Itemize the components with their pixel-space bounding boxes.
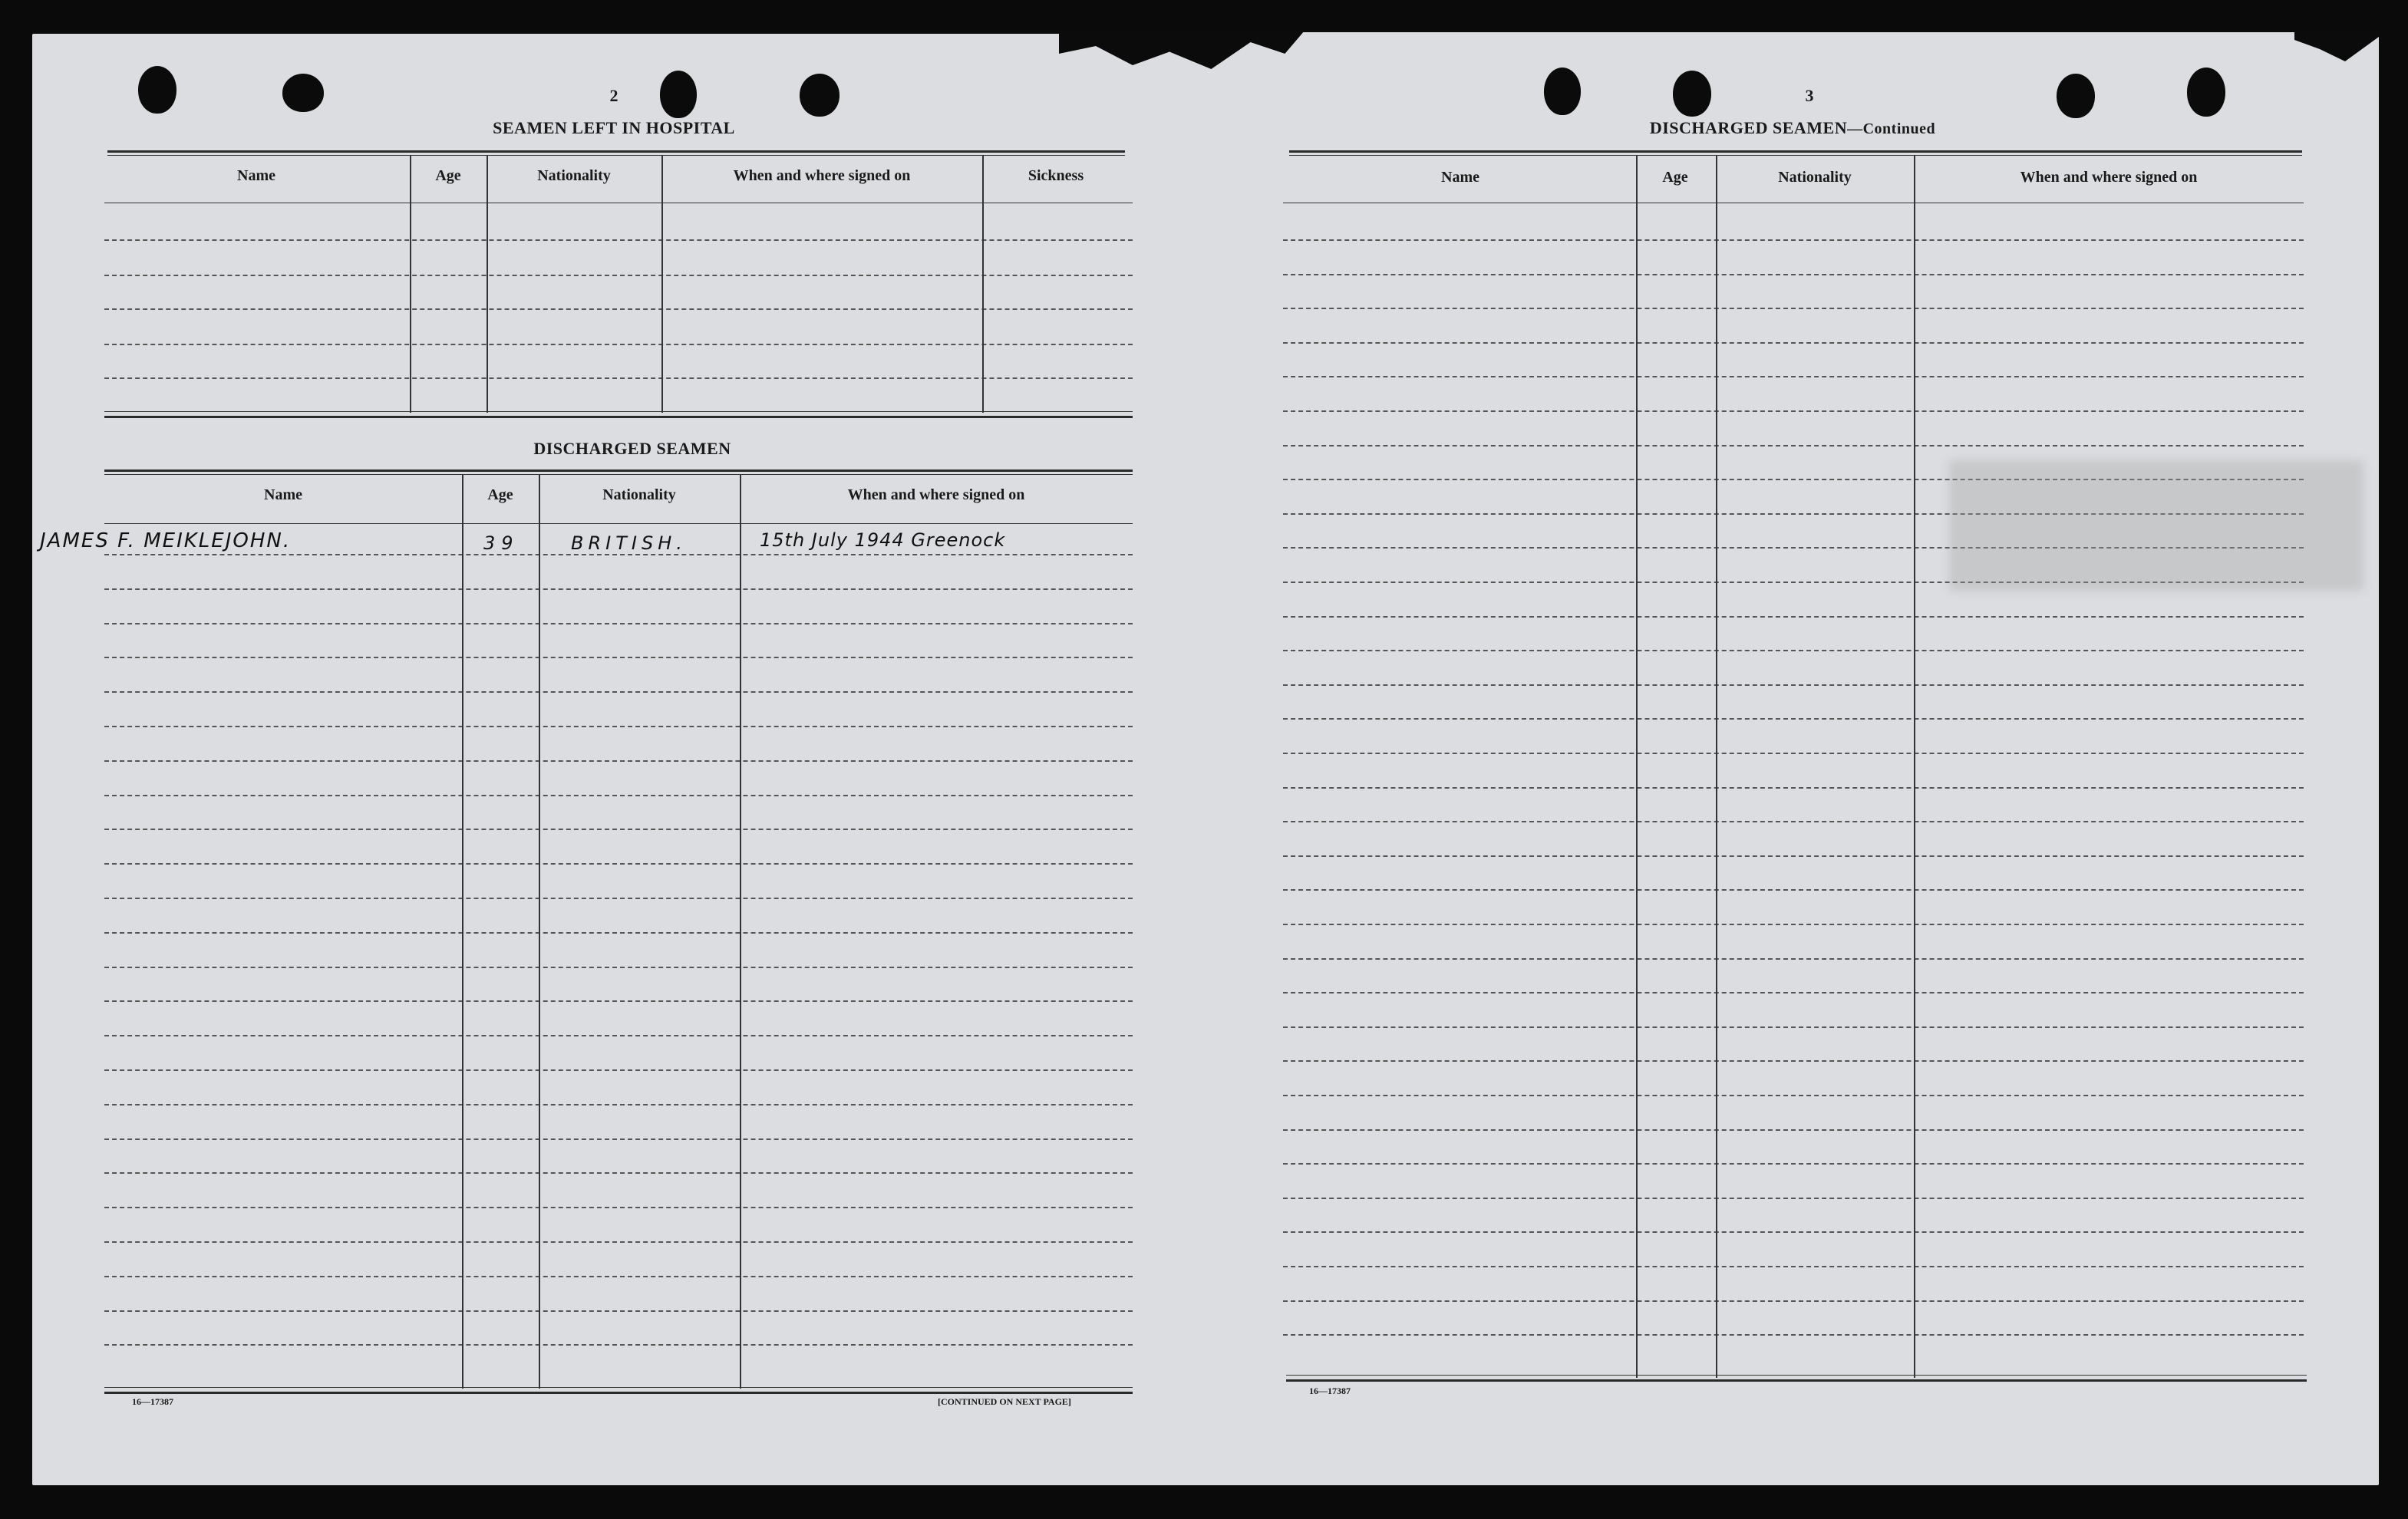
column-header: Nationality [537, 167, 611, 184]
ruled-line [104, 760, 1133, 762]
entry-age: 39 [483, 532, 520, 554]
ruled-line [104, 1138, 1133, 1140]
ruled-line [1283, 342, 2304, 344]
ruled-line [1283, 445, 2304, 446]
binding-hole [800, 74, 840, 117]
ruled-line [104, 1276, 1133, 1277]
ruled-line [104, 1000, 1133, 1002]
ruled-line [1283, 992, 2304, 993]
ruled-line [104, 726, 1133, 727]
ruled-line [1283, 889, 2304, 891]
ruled-line [1283, 1026, 2304, 1028]
ruled-line [1283, 787, 2304, 789]
ruled-line [1283, 684, 2304, 686]
ruled-line [1283, 1198, 2304, 1199]
column-header: When and where signed on [847, 486, 1025, 503]
column-header: Age [435, 167, 461, 184]
page-number: 2 [609, 86, 618, 105]
entry-signed-on: 15th July 1944 Greenock [760, 529, 1006, 551]
column-header: Name [264, 486, 302, 503]
ruled-line [1283, 1095, 2304, 1096]
ruled-line [1283, 274, 2304, 275]
ruled-line [1283, 821, 2304, 822]
binding-hole [2187, 68, 2225, 117]
binding-hole [282, 74, 324, 112]
ruled-line [1283, 1231, 2304, 1233]
section-title: DISCHARGED SEAMEN [533, 439, 731, 458]
ruled-line [104, 1069, 1133, 1071]
column-header: Name [237, 167, 275, 184]
column-header: Age [1662, 169, 1688, 186]
section-title: DISCHARGED SEAMEN—Continued [1649, 118, 1936, 137]
ruled-line [1283, 410, 2304, 412]
ruled-line [1283, 1129, 2304, 1131]
ruled-line [104, 1207, 1133, 1208]
page-number: 3 [1805, 86, 1814, 105]
column-header: Nationality [602, 486, 676, 503]
entry-nationality: BRITISH. [571, 532, 687, 554]
ruled-line [104, 1241, 1133, 1243]
binding-hole [138, 66, 176, 114]
ruled-line [1283, 650, 2304, 651]
ruled-line [104, 898, 1133, 899]
ruled-line [104, 1104, 1133, 1105]
ruled-line [1283, 308, 2304, 309]
binding-hole [660, 71, 697, 118]
ruled-line [1283, 1163, 2304, 1165]
ruled-line [1283, 1334, 2304, 1336]
ruled-line [104, 829, 1133, 830]
column-header: Age [487, 486, 513, 503]
column-header: Name [1441, 169, 1479, 186]
form-number: 16—17387 [132, 1396, 173, 1407]
ruled-line [1283, 1060, 2304, 1062]
entry-name: JAMES F. MEIKLEJOHN. [40, 529, 292, 552]
ruled-line [1283, 958, 2304, 960]
ruled-line [104, 623, 1133, 624]
ruled-line [104, 967, 1133, 968]
form-number: 16—17387 [1309, 1386, 1351, 1396]
ruled-line [104, 1035, 1133, 1036]
binding-hole [1673, 71, 1711, 117]
ruled-line [104, 1310, 1133, 1312]
continued-note: [CONTINUED ON NEXT PAGE] [938, 1396, 1071, 1407]
ruled-line [1283, 855, 2304, 857]
binding-hole [1544, 68, 1581, 115]
section-title: SEAMEN LEFT IN HOSPITAL [493, 118, 735, 137]
ruled-line [104, 932, 1133, 934]
ruled-line [104, 1344, 1133, 1346]
column-header: Sickness [1028, 167, 1084, 184]
ruled-line [104, 795, 1133, 796]
stain [1949, 460, 2363, 591]
ruled-line [1283, 924, 2304, 925]
binding-hole [2057, 74, 2095, 118]
ruled-line [104, 863, 1133, 865]
ruled-line [104, 1172, 1133, 1174]
column-header: When and where signed on [733, 167, 911, 184]
ruled-line [1283, 718, 2304, 720]
ruled-line [1283, 1300, 2304, 1302]
ruled-line [104, 691, 1133, 693]
ruled-line [104, 588, 1133, 590]
column-header: Nationality [1778, 169, 1852, 186]
ruled-line [1283, 376, 2304, 377]
ruled-line [104, 657, 1133, 658]
ruled-line [1283, 753, 2304, 754]
ruled-line [1283, 616, 2304, 618]
ruled-line [1283, 1266, 2304, 1267]
ruled-line [104, 554, 1133, 555]
ruled-line [1283, 239, 2304, 241]
column-header: When and where signed on [2020, 169, 2198, 186]
